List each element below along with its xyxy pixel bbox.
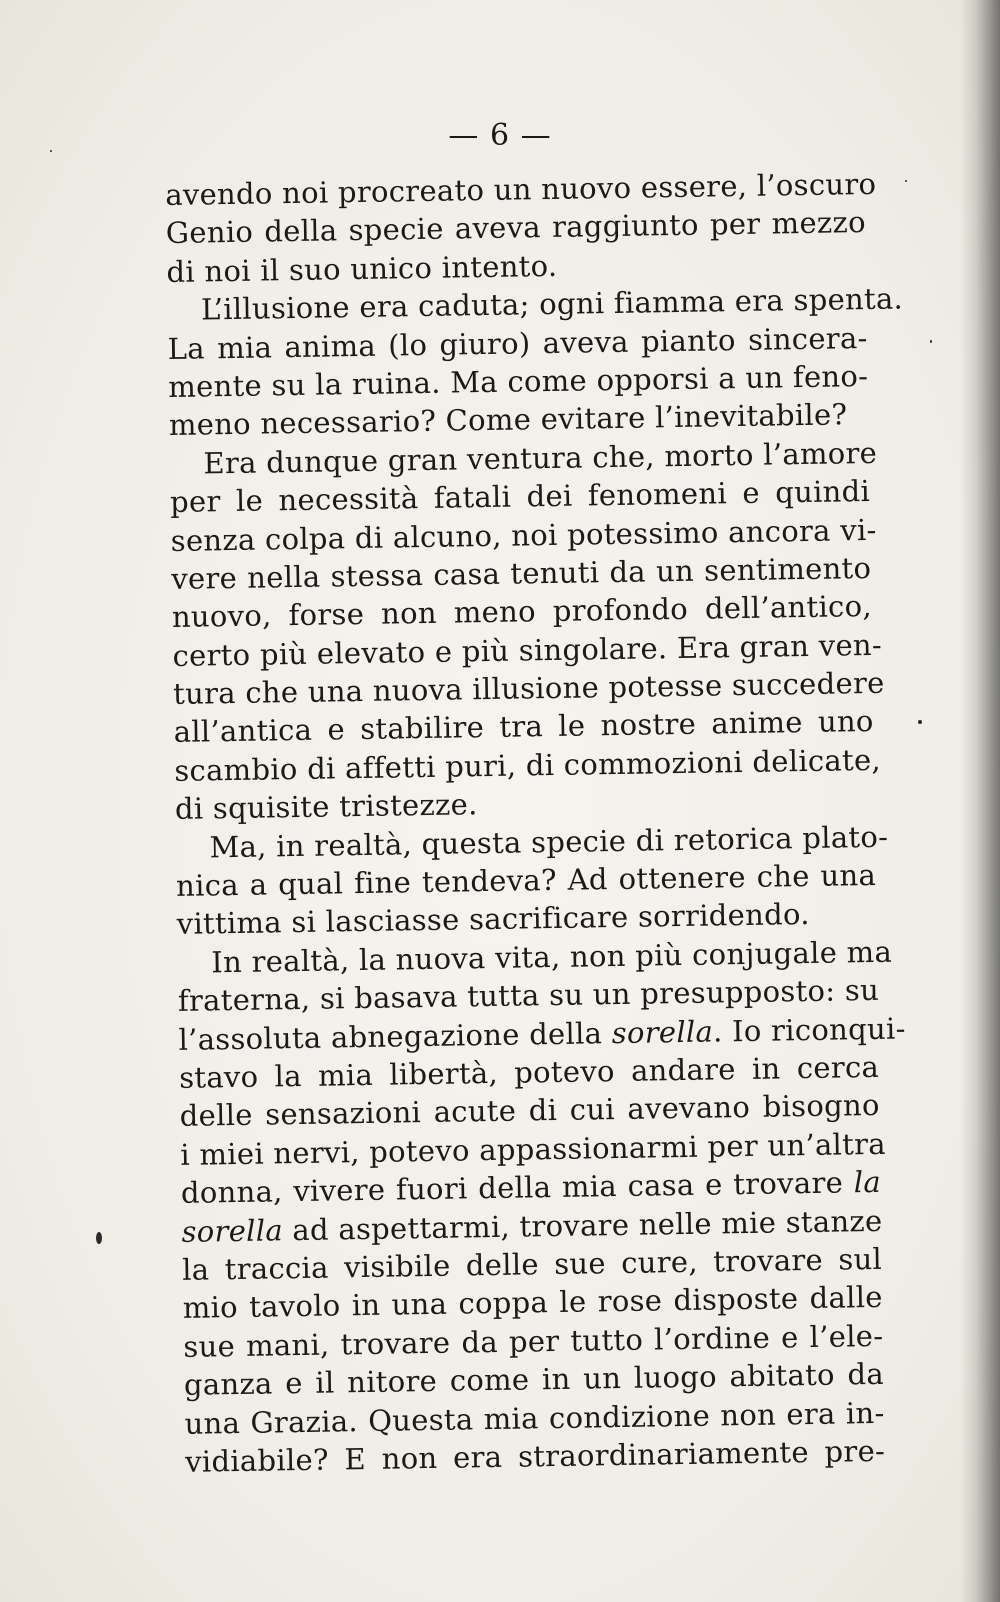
text-line: scambio di affetti puri, di commozioni delicate, (174, 742, 882, 788)
text-line: Ma, in realtà, questa specie di retorica plato- (209, 819, 889, 865)
page-number: — 6 — (448, 118, 552, 153)
text-line: all’antica e stabilire tra le nostre anime uno (173, 704, 874, 750)
text-line: stavo la mia libertà, potevo andare in cerca (178, 1049, 880, 1095)
text-line: i miei nervi, potevo appassionarmi per un’altra (180, 1126, 887, 1172)
text-line: La mia anima (lo giuro) aveva pianto sincera- (167, 320, 868, 366)
text-line: ganza e il nitore come in un luogo abitato da (183, 1356, 885, 1402)
text-line: mente su la ruina. Ma come opporsi a un feno- (168, 358, 869, 404)
body-text (165, 165, 906, 1481)
ink-speck (918, 720, 922, 724)
ink-speck (50, 150, 52, 152)
text-line: una Grazia. Questa mia condizione non era in- (184, 1395, 885, 1441)
text-line: di noi il suo unico intento. (166, 248, 558, 289)
text-line: per le necessità fatali dei fenomeni e quindi (169, 474, 871, 520)
text-line: delle sensazioni acute di cui avevano bisogno (179, 1088, 880, 1134)
ink-speck (930, 340, 932, 343)
text-line: sorella ad aspettarmi, trovare nelle mie stanze (181, 1203, 883, 1249)
text-line: L’illusione era caduta; ogni fiamma era spenta. (200, 281, 904, 327)
text-line: senza colpa di alcuno, noi potessimo ancora vi- (170, 512, 877, 558)
text-line: vere nella stessa casa tenuti da un sentimento (171, 550, 872, 596)
text-line: la traccia visibile delle sue cure, trovare sul (181, 1241, 883, 1287)
text-line: sue mani, trovare da per tutto l’ordine e l’ele- (183, 1318, 884, 1364)
text-line: meno necessario? Come evitare l’inevitabile? (168, 397, 848, 443)
text-line: l’assoluta abnegazione della sorella. Io riconqui- (178, 1011, 906, 1057)
page-edge-shadow (960, 0, 1000, 1602)
text-line: vidiabile? E non era straordinariamente pre- (184, 1433, 886, 1479)
text-line: fraterna, si basava tutta su un presupposto: su (177, 973, 880, 1019)
text-line: nuovo, forse non meno profondo dell’antico, (171, 589, 873, 635)
text-line: certo più elevato e più singolare. Era gran ven- (172, 627, 883, 673)
text-line: di squisite tristezze. (174, 787, 478, 827)
text-line: tura che una nuova illusione potesse succedere (172, 665, 885, 712)
text-line: Genio della specie aveva raggiunto per mezzo (165, 205, 867, 251)
text-line: Era dunque gran ventura che, morto l’amore (203, 435, 878, 481)
text-line: vittima si lasciasse sacrificare sorridendo. (176, 897, 810, 942)
ink-speck (96, 1232, 102, 1244)
text-line: In realtà, la nuova vita, non più conjugale ma (211, 934, 893, 980)
text-line: avendo noi procreato un nuovo essere, l’oscuro (165, 166, 877, 212)
ink-speck (905, 180, 907, 182)
text-line: mio tavolo in una coppa le rose disposte dalle (182, 1280, 883, 1326)
text-line: nica a qual fine tendeva? Ad ottenere che una (175, 857, 877, 903)
text-line: donna, vivere fuori della mia casa e trovare la (180, 1165, 882, 1211)
